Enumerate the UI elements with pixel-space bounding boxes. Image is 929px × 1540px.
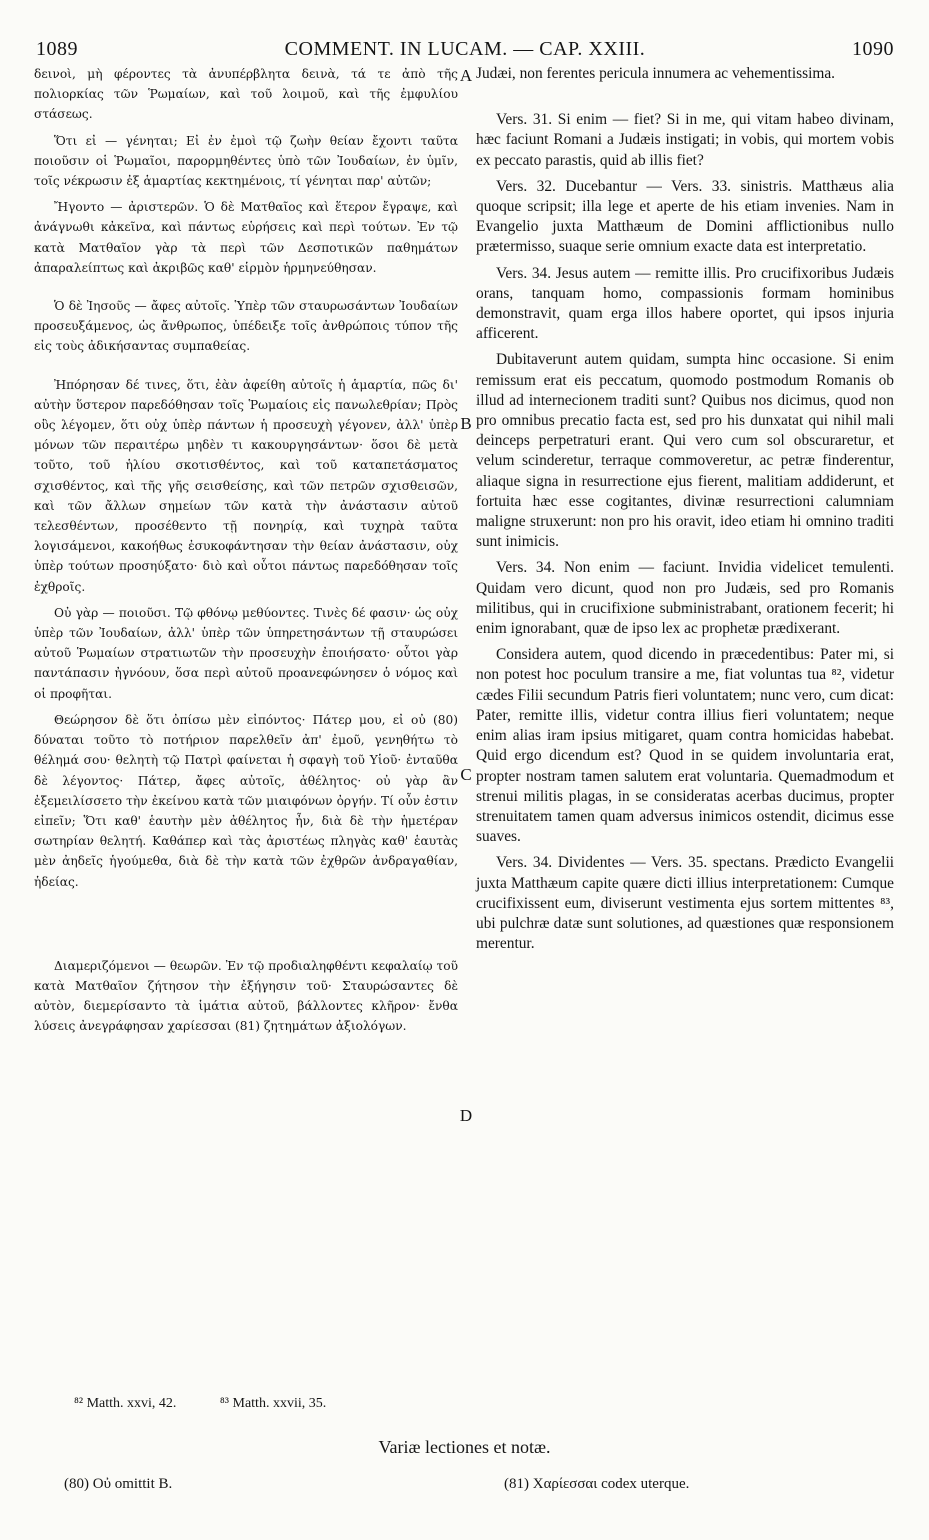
footnote-82: ⁸² Matth. xxvi, 42.: [74, 1396, 177, 1411]
latin-paragraph: Vers. 34. Jesus autem — remitte illis. Pro crucifixoribus Judæis orans, tanquam homo, compassionis formam hominibus demonstravit, quam erga illos habere oportet, qui ipsos injuria afficerent.: [476, 264, 894, 343]
latin-paragraph: Dubitaverunt autem quidam, sumpta hinc occasione. Si enim remissum erat eis peccatum, quomodo postmodum Romanis ob illud ad internecionem traditi sunt? Quibus nos dicimus, quod non pro omnibus precatio facta est, sed pro his dunxatat qui nihil mali deinceps perpetraturi erant. Qui vero cum sol obscuraretur, et velum scinderetur, terraque commoveretur, ac petræ finderentur, aliaque signa in resurrectione ejus fierent, malitiam addiderunt, et fortuita hæc esse cogitantes, divinæ resurrectioni calumniam maligne struxerunt: non pro his oravit, ideo etiam hi omnino traditi sunt inimicis.: [476, 351, 894, 551]
running-title: COMMENT. IN LUCAM. — CAP. XXIII.: [284, 38, 646, 60]
latin-paragraph: Judæi, non ferentes pericula innumera ac vehementissima.: [476, 65, 835, 82]
left-page-number: 1089: [36, 38, 78, 60]
margin-marker-a: A: [459, 66, 473, 85]
greek-paragraph: Θεώρησον δὲ ὅτι ὀπίσω μὲν εἰπόντος· Πάτερ μου, εἰ οὐ (80) δύναται τοῦτο τὸ ποτήριον παρελθεῖν ἀπ' ἐμοῦ, γενηθήτω τὸ θέλημά σου· θελητὴ τῷ Πατρὶ φαίνεται ἡ σφαγὴ τοῦ Υἱοῦ· ἐνταῦθα δὲ λέγοντος· Πάτερ, ἄφες αὐτοῖς, ἀθέλητος· οὐ γὰρ ἂν ἐξεμειλίσσετο τὴν ἐκείνου κατὰ τῶν μιαιφόνων ὀργήν. Τί οὖν ἐστιν εἰπεῖν; Ὅτι καθ' ἑαυτὴν μὲν ἀθέλητος ἦν, διὰ δὲ τὴν ἡμετέραν σωτηρίαν θελητή. Καθάπερ καὶ τὰς ἀριστέως πληγὰς καθ' ἑαυτὰς μὲν ἀηδεῖς ἡγούμεθα, διὰ δὲ τὴν κατὰ τῶν ἐχθρῶν ἀνδραγαθίαν, ἡδείας.: [34, 712, 458, 889]
latin-paragraph: Vers. 34. Non enim — faciunt. Invidia videlicet temulenti. Quidam vero dicunt, quod non pro Judæis, sed pro Romanis militibus, qui in crucifixione subministrabant, orationem fecerit; hi enim ignorabant, quæ de ipso lex ac prophetæ prædixerant.: [476, 559, 894, 638]
greek-paragraph: Ὅτι εἰ — γένηται; Εἰ ἐν ἐμοὶ τῷ ζωὴν θείαν ἔχοντι ταῦτα ποιοῦσιν οἱ Ῥωμαῖοι, παρορμηθέντες ὑπὸ τῶν Ἰουδαίων, ἐν ὑμῖν, τοῖς νέκρωσιν ἐξ ἁμαρτίας κεκτημένοις, τί γένηται παρ' αὐτῶν;: [34, 133, 458, 189]
greek-paragraph: Διαμεριζόμενοι — θεωρῶν. Ἐν τῷ προδιαληφθέντι κεφαλαίῳ τοῦ κατὰ Ματθαῖον ζήτησον τὴν ἐξήγησιν τοῦ· Σταυρώσαντες δὲ αὐτὸν, διεμερίσαντο τὰ ἱμάτια αὐτοῦ, βάλλοντες κλῆρον· ἔνθα λύσεις ἀνεγράφησαν χαρίεσσαι (81) ζητημάτων ἀξιολόγων.: [34, 958, 458, 1034]
margin-marker-d: D: [459, 1106, 473, 1125]
greek-paragraph: Ἠπόρησαν δέ τινες, ὅτι, ἐὰν ἀφείθη αὐτοῖς ἡ ἁμαρτία, πῶς δι' αὐτὴν ὕστερον παρεδόθησαν τοῖς Ῥωμαίοις εἰς πανωλεθρίαν; Πρὸς οὓς λέγομεν, ὅτι οὐχ ὑπὲρ πάντων ἡ προσευχὴ γέγονεν, ἀλλ' ὑπὲρ μόνων τῶν περαιτέρω μηδὲν τι κακουργησάντων· ὅσοι δὲ μετὰ τοῦτο, τοῦ ἡλίου σκοτισθέντος, καὶ τοῦ καταπετάσματος σχισθέντος, καὶ τῆς γῆς σεισθείσης, καὶ τῶν πετρῶν σχισθεισῶν, καὶ τῶν ἄλλων σημείων τῶν κατὰ τὴν ἀνάστασιν αὐτοῦ τελεσθέντων, προσέθεντο τῇ πονηρίᾳ, καὶ τυχηρὰ ταῦτα λογισάμενοι, κακοήθως ἐσυκοφάντησαν τὴν θείαν ἀνάστασιν, οὐχ ὑπὲρ τούτων προσηύξατο· διὸ καὶ οὗτοι πάντως παρεδόθησαν τοῖς ἐχθροῖς.: [34, 377, 458, 594]
variant-note-81: (81) Χαρίεσσαι codex uterque.: [504, 1476, 690, 1492]
latin-column: [476, 64, 894, 960]
variant-note-80: (80) Οὐ omittit B.: [64, 1476, 173, 1492]
latin-paragraph: Considera autem, quod dicendo in præcedentibus: Pater mi, si non potest hoc poculum transire a me, fiat voluntas tua ⁸², videtur cædes Filii secundum Patris fieri voluntatem; nunc vero, cum dicat: Pater, remitte illis, videtur contra illius fieri voluntatem; neque enim alias iram ipsius mitigaret, quam contra homicidas habebat. Quid ergo dicendum est? Quod in se quidem involuntaria erat, propter nostram tamen salutem erat voluntaria. Quemadmodum et strenui militis plagas, in se consideratas acerbas ducimus, propter strenuitatem tamen quam adversus inimicos ostendit, dicimus esse suaves.: [476, 646, 894, 846]
page-header: [36, 38, 894, 62]
greek-paragraph: δεινοὶ, μὴ φέροντες τὰ ἀνυπέρβλητα δεινὰ, τά τε ἀπὸ τῆς πολιορκίας τῶν Ῥωμαίων, καὶ τοῦ λοιμοῦ, καὶ τῆς ἐμφυλίου στάσεως.: [34, 67, 458, 122]
latin-paragraph: Vers. 31. Si enim — fiet? Si in me, qui vitam habeo divinam, hæc faciunt Romani a Judæis instigati; in vobis, qui mortem vobis ex peccato parastis, quid ab illis fiet?: [476, 111, 894, 169]
greek-paragraph: Ἤγοντο — ἀριστερῶν. Ὁ δὲ Ματθαῖος καὶ ἕτερον ἔγραψε, καὶ ἀνάγνωθι κἀκεῖνα, καὶ πάντως εὑρήσεις καὶ περὶ τούτων. Ἐν τῷ κατὰ Ματθαῖον γὰρ τὰ περὶ τῶν Δεσποτικῶν παθημάτων ἀπαραλείπτως καὶ ἀκριβῶς καθ' εἱρμὸν ἡρμηνεύθησαν.: [34, 200, 458, 275]
footnotes: [74, 1396, 454, 1412]
margin-marker-b: B: [460, 414, 472, 433]
greek-column: [34, 64, 458, 1043]
margin-marker-c: C: [460, 765, 472, 784]
footnote-83: ⁸³ Matth. xxvii, 35.: [219, 1396, 327, 1411]
latin-paragraph: Vers. 32. Ducebantur — Vers. 33. sinistris. Matthæus alia quoque scripsit; illa lege et aperte de his etiam invenies. Nam in Evangelio juxta Matthæum de Domini afflictionibus nullo prætermisso, suaque serie omnium exacte data est interpretatio.: [476, 177, 894, 256]
greek-paragraph: Οὐ γὰρ — ποιοῦσι. Τῷ φθόνῳ μεθύοντες. Τινὲς δέ φασιν· ὡς οὐχ ὑπὲρ τῶν Ἰουδαίων, ἀλλ' ὑπὲρ τῶν ὑπηρετησάντων τῇ σταυρώσει αὐτοῦ Ῥωμαίων στρατιωτῶν τὴν προσευχὴν ἐποιήσατο· οὗτοι γὰρ παντάπασιν ἠγνόουν, ὅσα περὶ αὐτοῦ προανεφώνησεν ὁ νόμος καὶ οἱ προφῆται.: [34, 605, 458, 701]
greek-paragraph: Ὁ δὲ Ἰησοῦς — ἄφες αὐτοῖς. Ὑπὲρ τῶν σταυρωσάντων Ἰουδαίων προσευξάμενος, ὡς ἄνθρωπος, ὑπέδειξε τοῖς ἀνθρώποις τύπον τῆς εἰς τοὺς ἀδικήσαντας συμπαθείας.: [34, 299, 458, 354]
latin-paragraph: Vers. 34. Dividentes — Vers. 35. spectans. Prædicto Evangelii juxta Matthæum capite quære dicti illius interpretationem: Cumque crucifixissent eum, diviserunt vestimenta ejus sortem mittentes ⁸³, ubi pulchræ datæ sunt solutiones, ad quæstiones quæ responsionem merentur.: [476, 854, 894, 953]
right-page-number: 1090: [852, 38, 894, 60]
variae-lectiones-heading: Variæ lectiones et notæ.: [378, 1437, 551, 1457]
